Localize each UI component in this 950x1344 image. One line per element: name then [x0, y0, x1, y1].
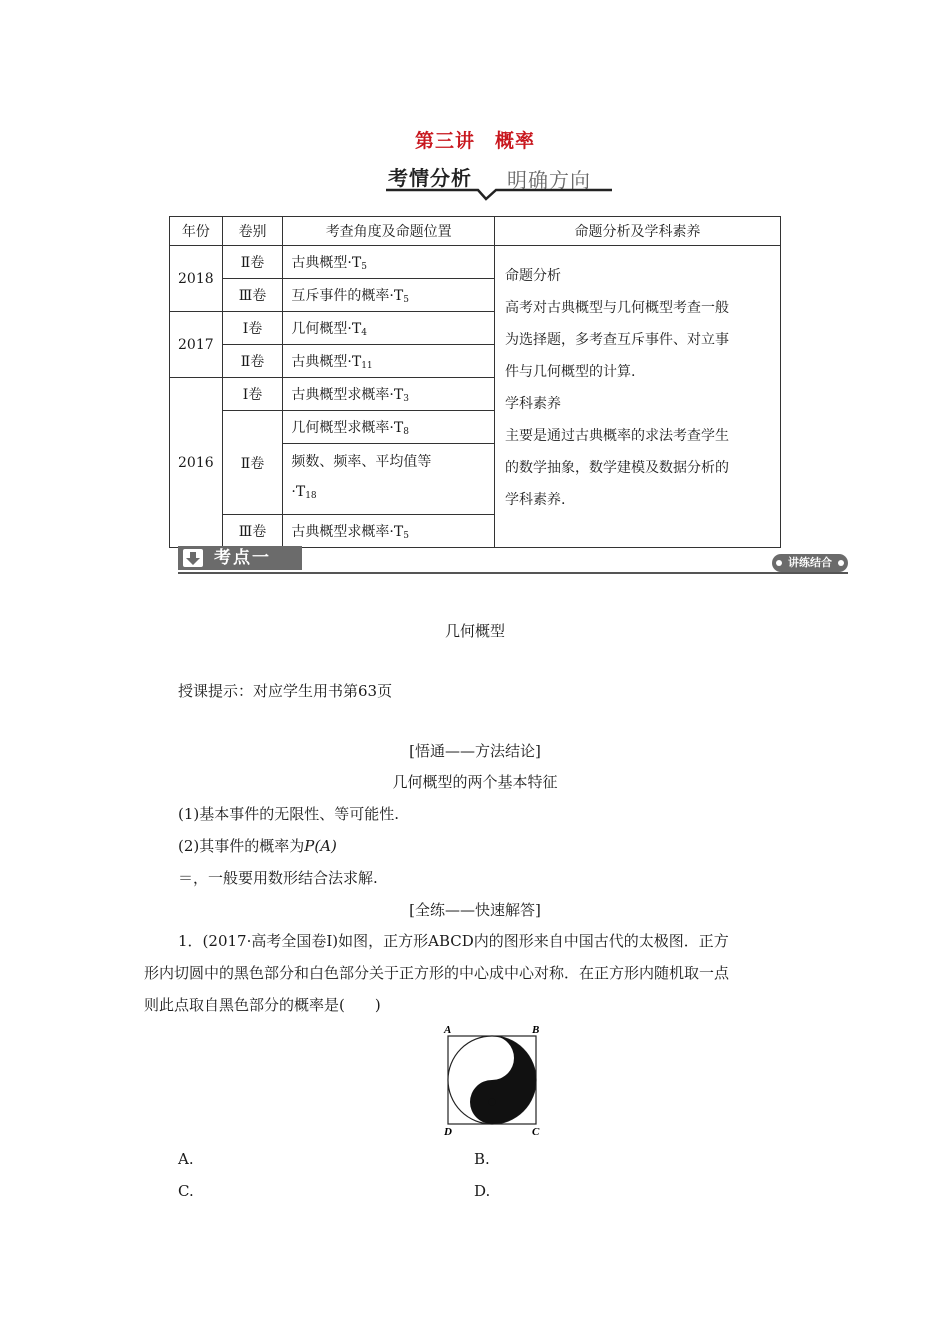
practice-heading: [全练——快速解答]: [409, 901, 541, 919]
banner-sub-label: 明确方向: [507, 168, 591, 192]
table-header: 年份: [170, 217, 223, 246]
feature-item: (1)基本事件的无限性、等可能性.: [178, 805, 400, 823]
vertex-label-c: C: [532, 1126, 540, 1138]
divider: [178, 572, 848, 574]
vertex-label-d: D: [444, 1126, 452, 1138]
kaodian-label: 考点一: [178, 546, 302, 570]
question-text: 1．(2017·高考全国卷Ⅰ)如图，正方形ABCD内的图形来自中国古代的太极图．正方: [178, 932, 729, 950]
paper-cell: Ⅱ卷: [222, 246, 283, 279]
topic-cell: 频数、频率、平均值等 $\cdot T_{18}$: [283, 444, 495, 515]
topic-cell: 互斥事件的概率$\cdot T_5$: [283, 279, 495, 312]
topic-cell: 几何概型求概率$\cdot T_8$: [283, 411, 495, 444]
vertex-label-a: A: [444, 1024, 452, 1036]
vertex-label-b: B: [532, 1024, 540, 1036]
practice-tag: 讲练结合: [772, 554, 848, 572]
option-b[interactable]: B.: [474, 1150, 490, 1168]
page-title: 第三讲 概率: [414, 130, 535, 152]
features-title: 几何概型的两个基本特征: [392, 773, 558, 791]
taiji-figure: [438, 1024, 550, 1138]
paper-cell: Ⅲ卷: [222, 515, 283, 548]
kaodian-bar: [178, 546, 848, 576]
feature-item-continued: ＝，一般要用数形结合法求解.: [178, 869, 378, 887]
question-text: 形内切圆中的黑色部分和白色部分关于正方形的中心成中心对称．在正方形内随机取一点: [144, 964, 730, 982]
paper-cell: Ⅱ卷: [222, 411, 283, 515]
topic-cell: 古典概型求概率$\cdot T_3$: [283, 378, 495, 411]
literacy-text: 的数学抽象，数学建模及数据分析的: [504, 460, 729, 476]
table-header-row: [170, 217, 781, 246]
option-a[interactable]: A.: [178, 1150, 194, 1168]
teaching-hint: 授课提示：对应学生用书第63页: [178, 682, 393, 700]
year-cell: 2016: [170, 378, 223, 548]
topic-cell: 古典概型$\cdot T_5$: [283, 246, 495, 279]
table-header: 考查角度及命题位置: [283, 217, 495, 246]
analysis-text: 高考对古典概型与几何概型考查一般: [504, 300, 729, 316]
analysis-cell: [494, 246, 780, 548]
analysis-heading: 命题分析: [504, 268, 561, 284]
method-heading: [悟通——方法结论]: [409, 742, 541, 760]
paper-cell: Ⅱ卷: [222, 345, 283, 378]
analysis-text: 件与几何概型的计算.: [504, 364, 636, 380]
table-header: 卷别: [222, 217, 283, 246]
analysis-text: 为选择题，多考查互斥事件、对立事: [504, 332, 729, 348]
year-cell: 2018: [170, 246, 223, 312]
paper-cell: Ⅲ卷: [222, 279, 283, 312]
banner-underline-icon: [380, 186, 620, 202]
question-text: 则此点取自黑色部分的概率是( ): [144, 996, 381, 1014]
literacy-heading: 学科素养: [504, 396, 561, 412]
literacy-text: 学科素养.: [504, 492, 566, 508]
banner-main-label: 考情分析: [388, 166, 472, 190]
topic-cell: 古典概型$\cdot T_{11}$: [283, 345, 495, 378]
year-cell: 2017: [170, 312, 223, 378]
option-d[interactable]: D.: [474, 1182, 491, 1200]
arrow-down-icon: [183, 549, 203, 567]
section-banner: [380, 160, 620, 202]
table-row: [170, 246, 781, 279]
paper-cell: Ⅰ卷: [222, 312, 283, 345]
topic-cell: 几何概型$\cdot T_4$: [283, 312, 495, 345]
feature-item: (2)其事件的概率为P(A): [178, 837, 337, 855]
paper-cell: Ⅰ卷: [222, 378, 283, 411]
exam-summary-table: [169, 216, 781, 548]
topic-cell: 古典概型求概率$\cdot T_5$: [283, 515, 495, 548]
table-header: 命题分析及学科素养: [494, 217, 780, 246]
option-c[interactable]: C.: [178, 1182, 194, 1200]
section-title: 几何概型: [444, 622, 505, 640]
literacy-text: 主要是通过古典概率的求法考查学生: [504, 428, 729, 444]
